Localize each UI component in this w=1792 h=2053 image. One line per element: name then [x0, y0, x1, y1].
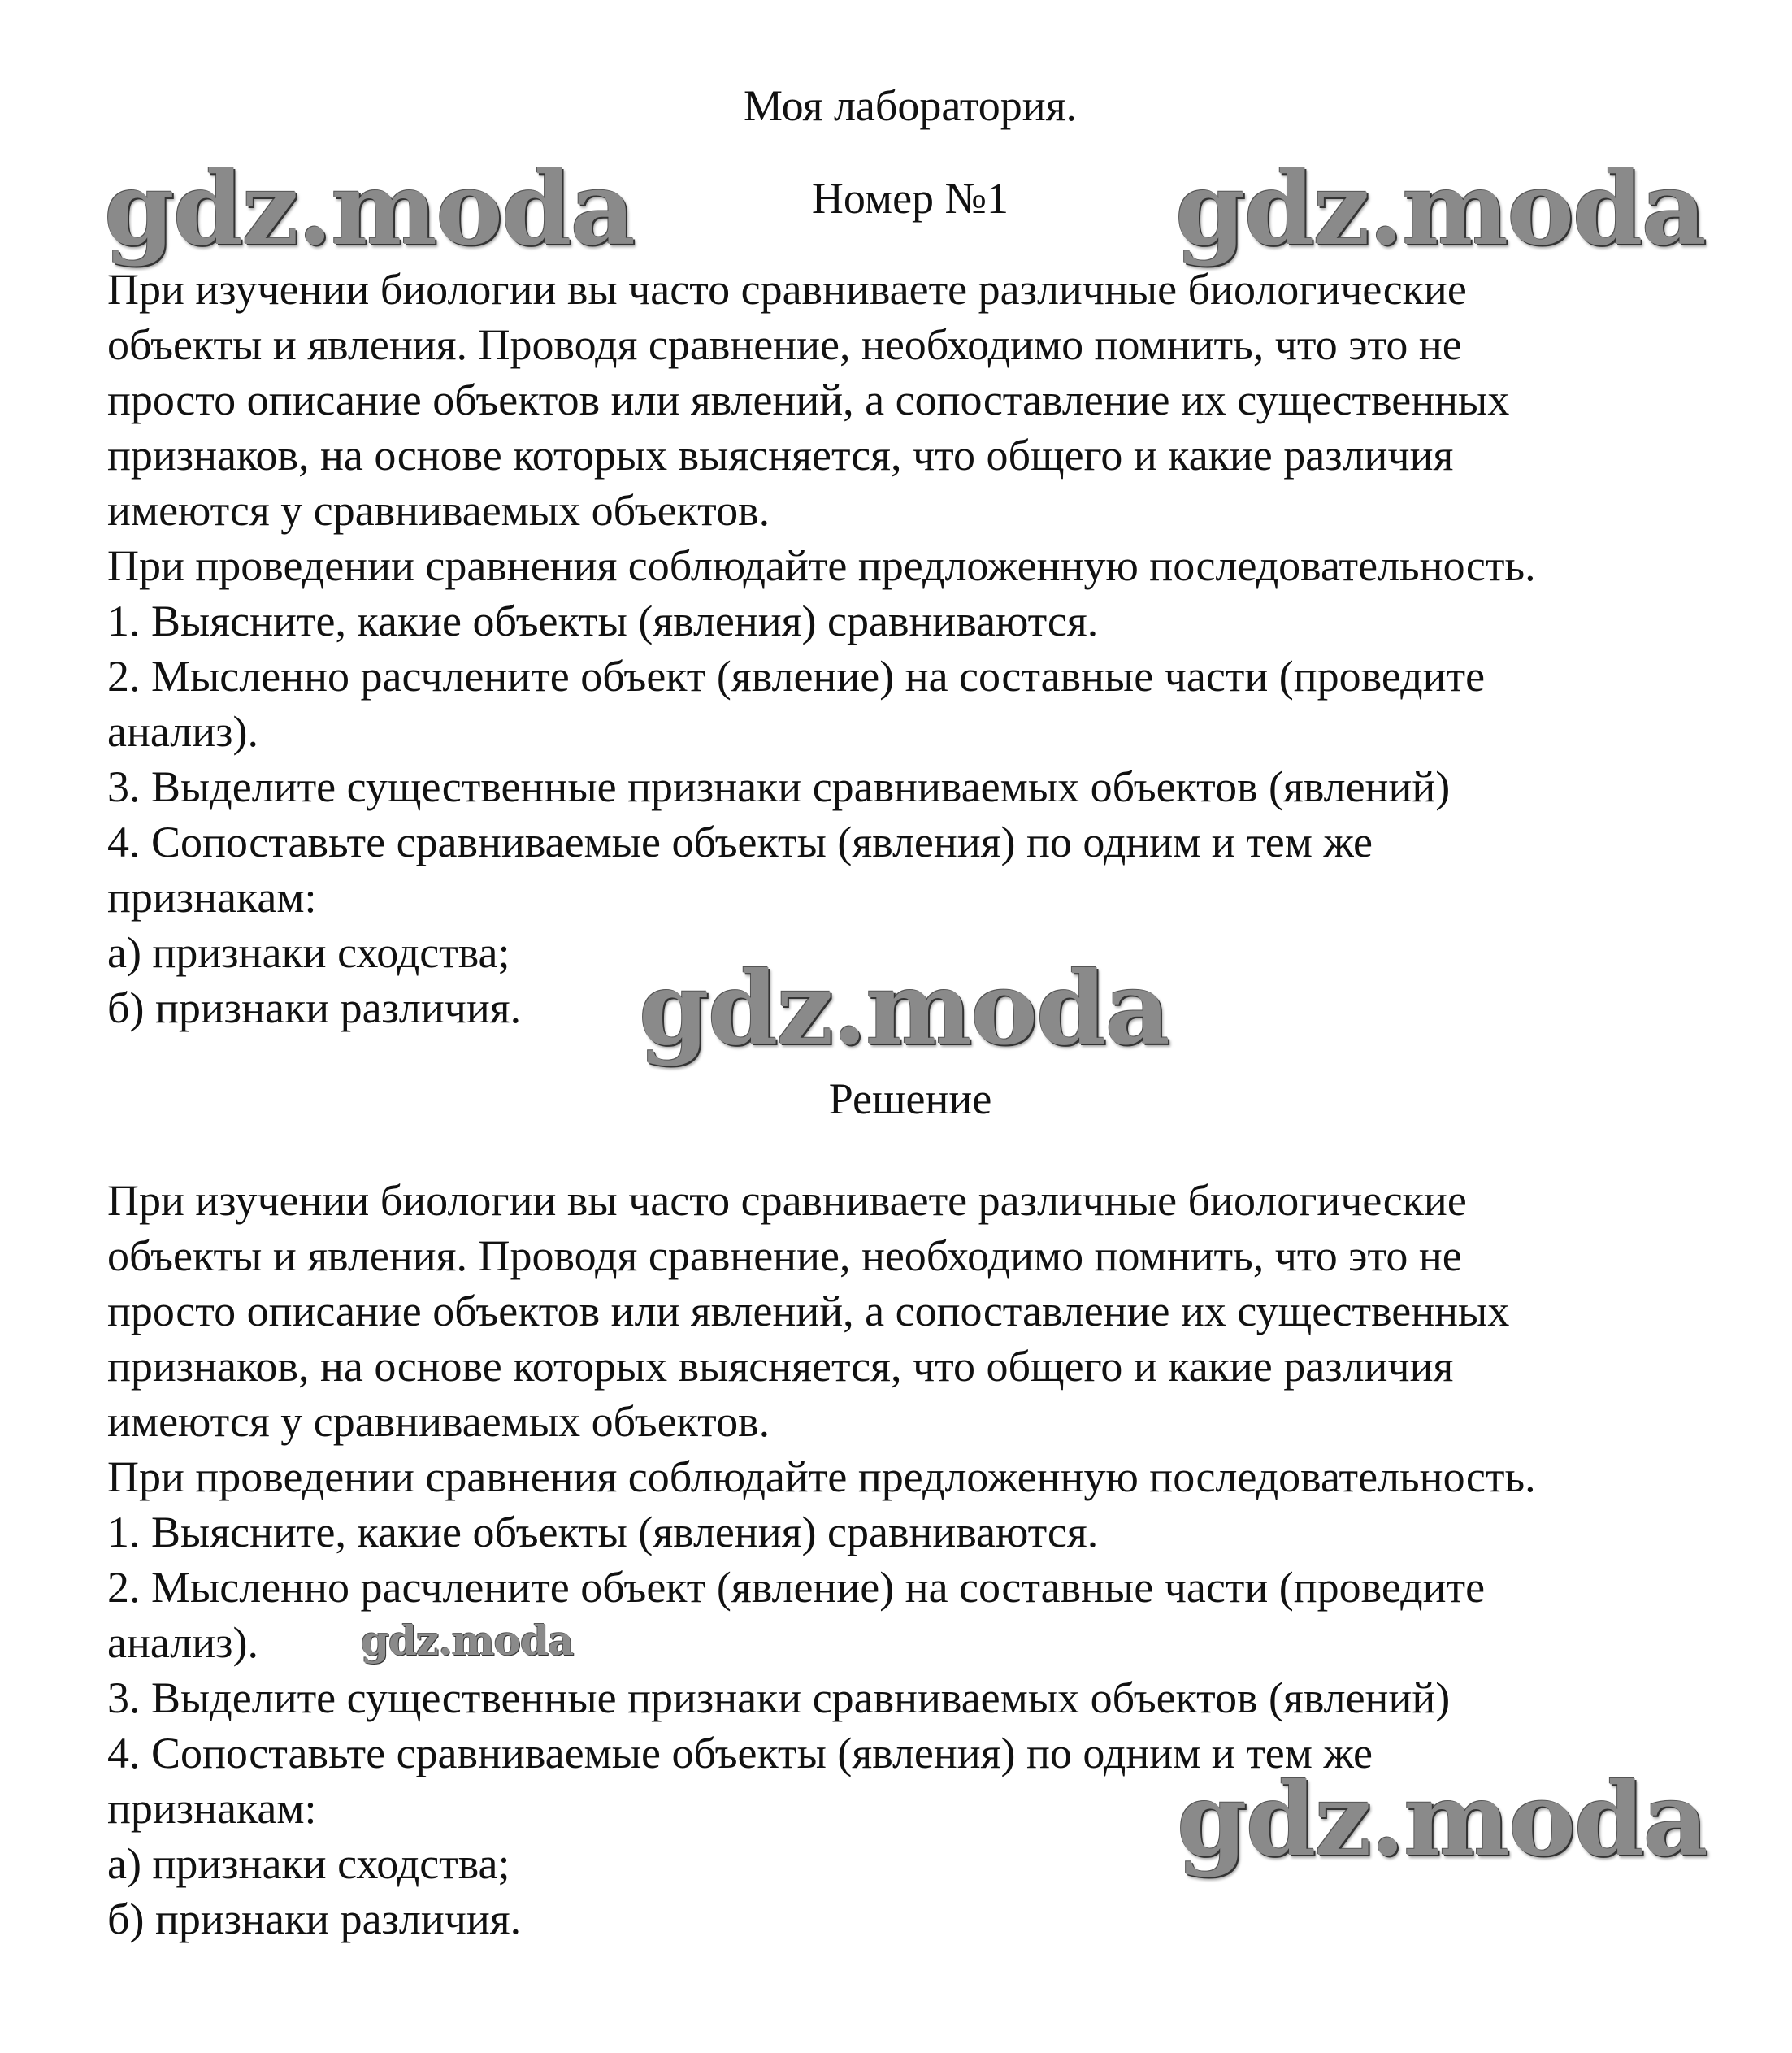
task-line: 1. Выясните, какие объекты (явления) сравниваются. — [107, 597, 1099, 645]
solution-line: анализ). — [107, 1618, 258, 1667]
solution-line: б) признаки различия. — [107, 1895, 522, 1943]
watermark: gdz.moda — [1175, 150, 1705, 268]
task-line: просто описание объектов или явлений, а сопоставление их существенных — [107, 375, 1510, 424]
watermark: gdz.moda — [104, 150, 634, 268]
task-line: 4. Сопоставьте сравниваемые объекты (явления) по одним и тем же — [107, 818, 1373, 866]
task-line: анализ). — [107, 707, 258, 756]
solution-line: 1. Выясните, какие объекты (явления) сравниваются. — [107, 1508, 1099, 1556]
solution-heading: Решение — [828, 1074, 992, 1123]
solution-line: объекты и явления. Проводя сравнение, необходимо помнить, что это не — [107, 1231, 1462, 1280]
solution-line: 4. Сопоставьте сравниваемые объекты (явления) по одним и тем же — [107, 1729, 1373, 1777]
task-line: При проведении сравнения соблюдайте предложенную последовательность. — [107, 541, 1536, 590]
task-line: объекты и явления. Проводя сравнение, необходимо помнить, что это не — [107, 320, 1462, 369]
solution-line: При изучении биологии вы часто сравниваете различные биологические — [107, 1176, 1467, 1225]
task-line: б) признаки различия. — [107, 983, 522, 1032]
solution-line: 3. Выделите существенные признаки сравниваемых объектов (явлений) — [107, 1673, 1451, 1722]
task-line: признаков, на основе которых выясняется, что общего и какие различия — [107, 431, 1454, 480]
page-title: Моя лаборатория. — [743, 81, 1078, 130]
task-number: Номер №1 — [811, 174, 1009, 223]
watermark: gdz.moda — [1177, 1761, 1707, 1879]
watermark: gdz.moda — [361, 1617, 574, 1665]
watermark: gdz.moda — [639, 950, 1169, 1068]
task-line: При изучении биологии вы часто сравниваете различные биологические — [107, 265, 1467, 314]
task-line: признакам: — [107, 873, 317, 922]
solution-line: имеются у сравниваемых объектов. — [107, 1397, 770, 1446]
solution-line: а) признаки сходства; — [107, 1839, 510, 1888]
solution-line: признакам: — [107, 1784, 317, 1833]
solution-line: просто описание объектов или явлений, а сопоставление их существенных — [107, 1287, 1510, 1335]
solution-line: 2. Мысленно расчлените объект (явление) на составные части (проведите — [107, 1563, 1486, 1612]
task-line: имеются у сравниваемых объектов. — [107, 486, 770, 535]
task-line: 3. Выделите существенные признаки сравниваемых объектов (явлений) — [107, 762, 1451, 811]
task-line: 2. Мысленно расчлените объект (явление) на составные части (проведите — [107, 652, 1486, 701]
solution-line: признаков, на основе которых выясняется, что общего и какие различия — [107, 1342, 1454, 1391]
solution-line: При проведении сравнения соблюдайте предложенную последовательность. — [107, 1452, 1536, 1501]
task-text — [107, 262, 1781, 1035]
task-line: а) признаки сходства; — [107, 928, 510, 977]
